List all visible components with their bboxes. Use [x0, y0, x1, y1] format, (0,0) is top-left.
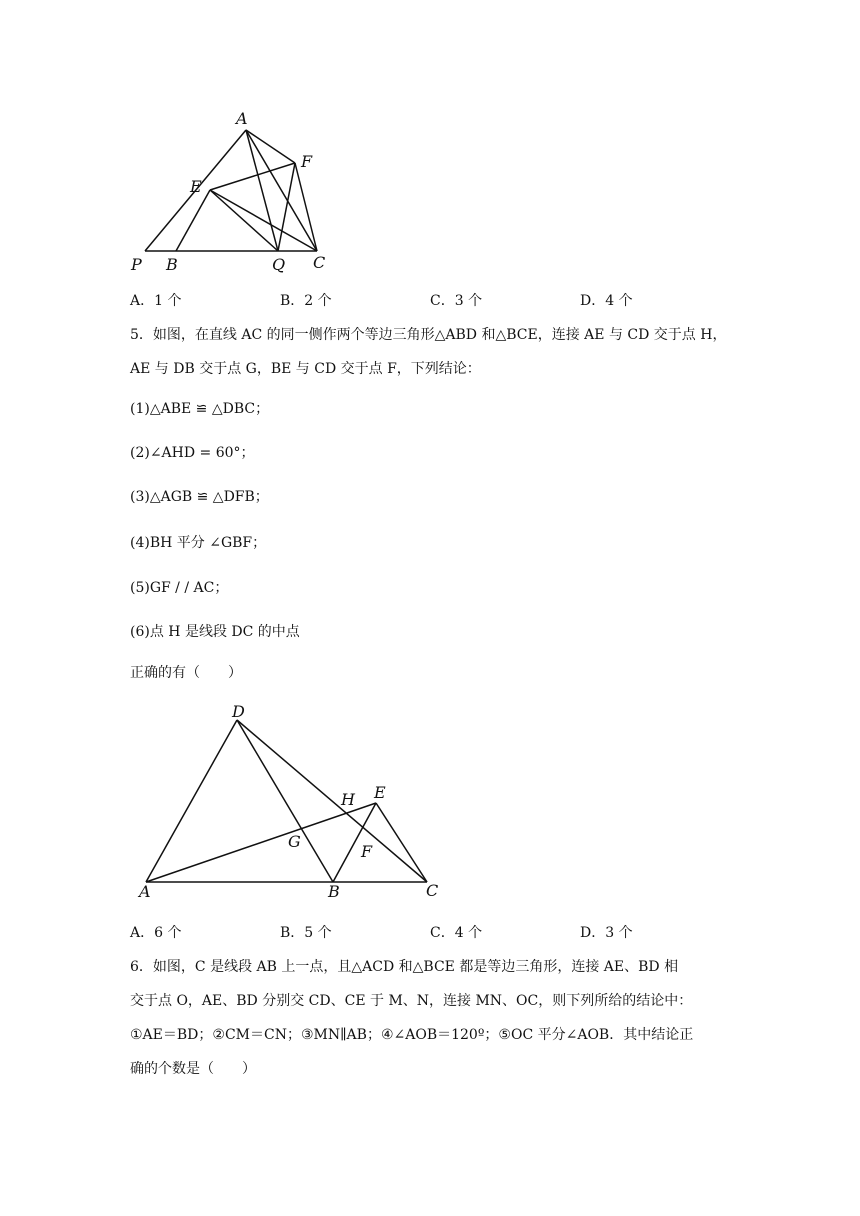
label-F: F [361, 842, 373, 861]
label-D: D [232, 702, 245, 721]
label-C: C [313, 253, 326, 272]
q5-item-5: (5)GF / / AC； [130, 580, 229, 596]
q4-option-a[interactable]: A．1 个 [130, 293, 182, 309]
q5-prompt: 正确的有（ ） [130, 665, 242, 681]
label-A: A [236, 109, 248, 128]
q4-option-d[interactable]: D．4 个 [580, 293, 633, 309]
label-G: G [288, 832, 301, 851]
q5-option-c[interactable]: C．4 个 [430, 925, 483, 941]
q5-item-2: (2)∠AHD = 60°； [130, 445, 255, 461]
q6-line-3: ①AE＝BD；②CM＝CN；③MN∥AB；④∠AOB＝120º；⑤OC 平分∠AOB．其中结论正 [130, 1027, 694, 1043]
q6-line-2: 交于点 O，AE、BD 分别交 CD、CE 于 M、N，连接 MN、OC，则下列所给的结论中： [130, 993, 693, 1009]
label-F: F [301, 152, 313, 171]
segment-DB [237, 720, 333, 882]
q5-option-d[interactable]: D．3 个 [580, 925, 633, 941]
q6-line-1: 6．如图，C 是线段 AB 上一点，且△ACD 和△BCE 都是等边三角形，连接 AE、BD 相 [130, 959, 679, 975]
segment-EQ [210, 190, 278, 251]
segment-FC [295, 163, 317, 251]
q6-line-4: 确的个数是（ ） [130, 1061, 256, 1077]
label-B: B [328, 882, 340, 901]
q4-option-c[interactable]: C．3 个 [430, 293, 483, 309]
q5-option-a[interactable]: A．6 个 [130, 925, 182, 941]
segment-EB [176, 190, 210, 251]
label-C: C [426, 881, 439, 900]
figure-1 [125, 105, 340, 280]
q5-option-b[interactable]: B．5 个 [280, 925, 332, 941]
label-E: E [374, 783, 386, 802]
segment-EC [376, 803, 427, 882]
label-H: H [341, 790, 355, 809]
q5-item-4: (4)BH 平分 ∠GBF； [130, 535, 267, 551]
label-P: P [131, 255, 142, 274]
q5-item-1: (1)△ABE ≌ △DBC； [130, 401, 270, 417]
segment-EF [210, 163, 295, 190]
label-B: B [166, 255, 178, 274]
segment-DC [237, 720, 427, 882]
segment-AE [146, 803, 376, 882]
segment-EC [210, 190, 317, 251]
segment-AD [146, 720, 237, 882]
label-A: A [139, 882, 151, 901]
label-E: E [190, 177, 202, 196]
figure-2 [130, 695, 445, 905]
q5-stem-line-1: 5．如图，在直线 AC 的同一侧作两个等边三角形△ABD 和△BCE，连接 AE 与 CD 交于点 H， [130, 327, 727, 343]
q5-item-3: (3)△AGB ≌ △DFB； [130, 489, 269, 505]
q4-option-b[interactable]: B．2 个 [280, 293, 332, 309]
q5-stem-line-2: AE 与 DB 交于点 G，BE 与 CD 交于点 F，下列结论： [130, 361, 481, 377]
q5-item-6: (6)点 H 是线段 DC 的中点 [130, 624, 300, 640]
label-Q: Q [272, 255, 286, 274]
